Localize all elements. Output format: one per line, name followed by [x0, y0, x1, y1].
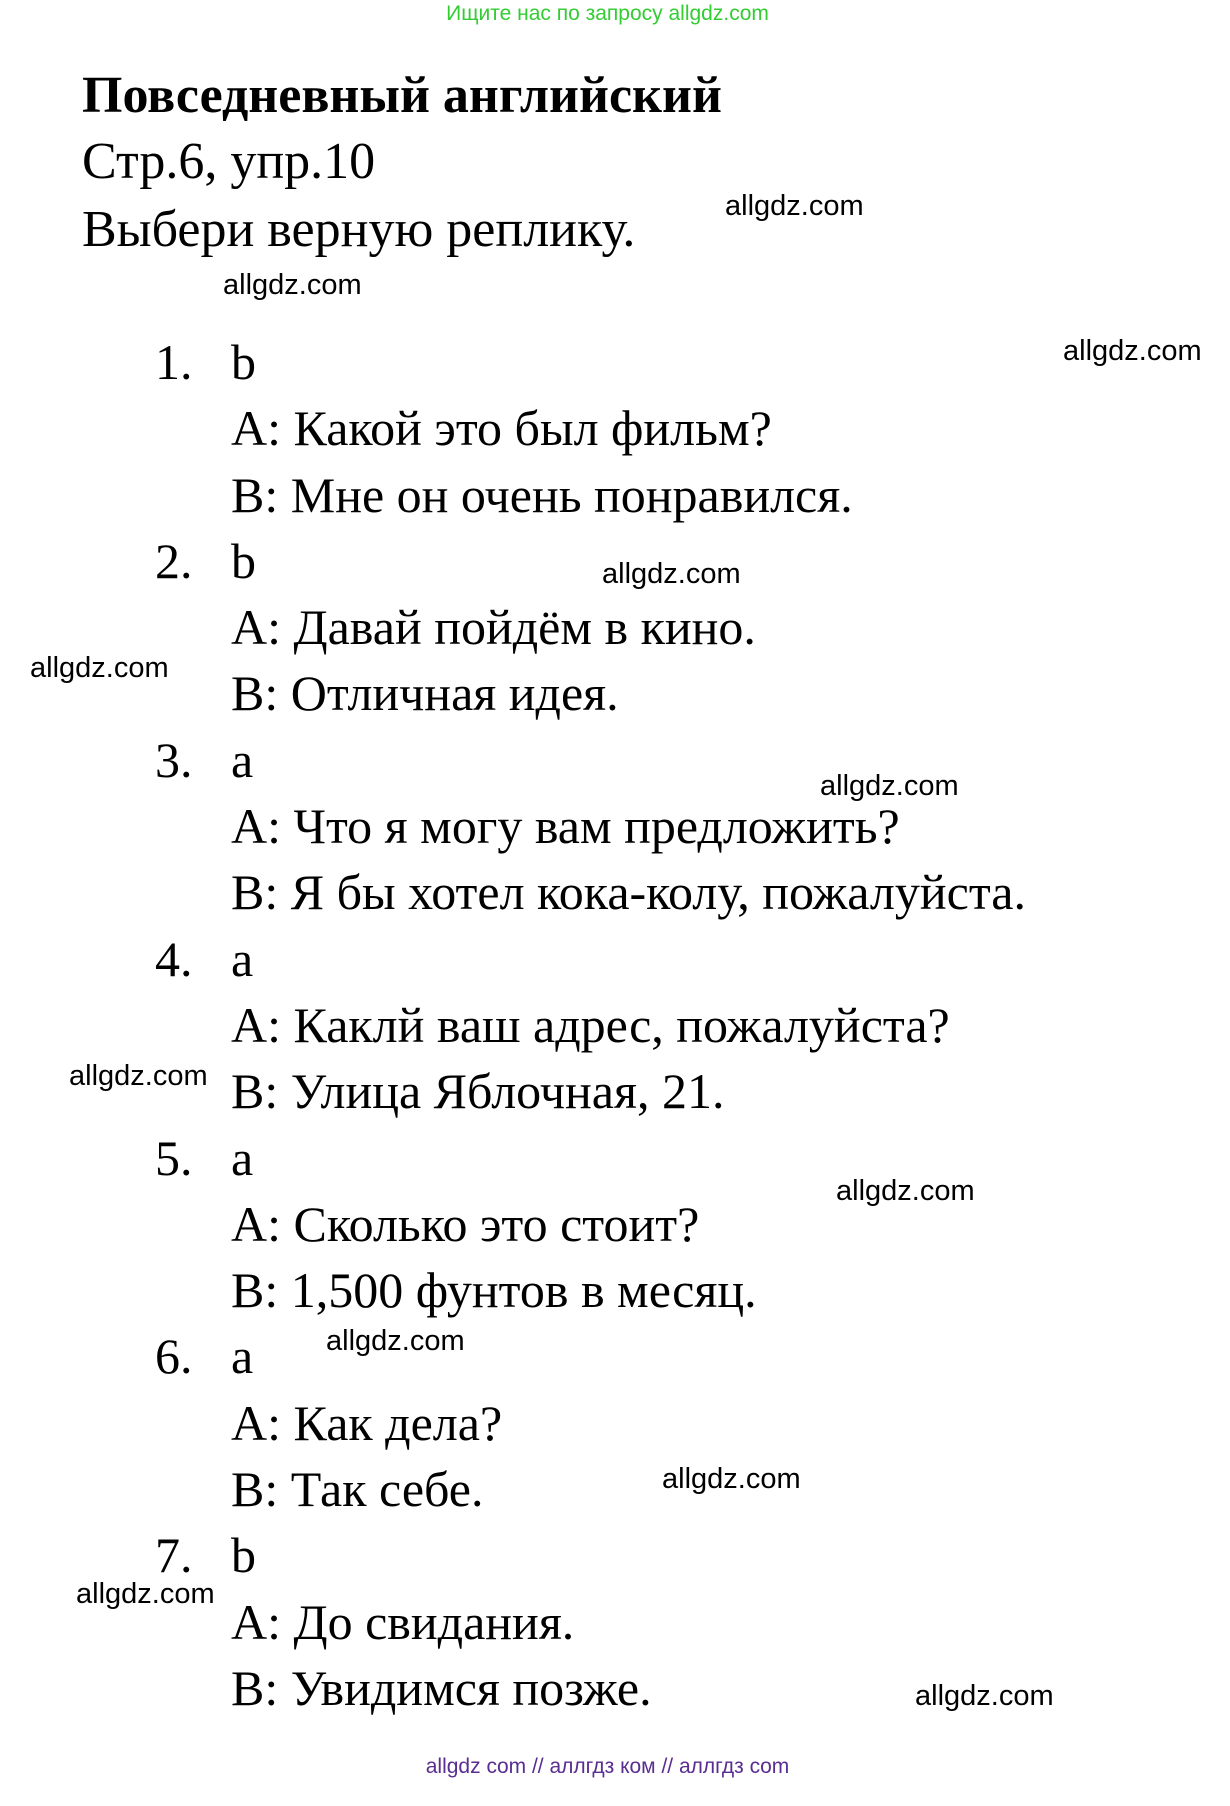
dialogue-text: A: Сколько это стоит?: [231, 1195, 700, 1252]
dialogue-line-b: [0, 1257, 1230, 1323]
item-answer: a: [231, 1328, 254, 1385]
watermark: allgdz.com: [223, 269, 362, 301]
item-answer: b: [231, 1527, 256, 1584]
item-answer: a: [231, 731, 254, 788]
dialogue-text: B: 1,500 фунтов в месяц.: [231, 1262, 757, 1319]
item-number: 5.: [155, 1129, 193, 1186]
watermark: allgdz.com: [662, 1463, 801, 1495]
dialogue-text: A: До свидания.: [231, 1593, 575, 1650]
item-answer: b: [231, 532, 256, 589]
item-header: [0, 926, 1230, 992]
answer-list: [0, 329, 1230, 1721]
dialogue-line-a: [0, 594, 1230, 660]
page-reference: Стр.6, упр.10: [82, 133, 376, 190]
watermark: allgdz.com: [69, 1060, 208, 1092]
watermark: allgdz.com: [915, 1680, 1054, 1712]
dialogue-line-a: [0, 1191, 1230, 1257]
item-number: 3.: [155, 731, 193, 788]
item-number: 1.: [155, 334, 193, 390]
dialogue-line-b: [0, 1456, 1230, 1522]
watermark: allgdz.com: [30, 652, 169, 684]
dialogue-line-b: [0, 660, 1230, 726]
dialogue-line-b: [0, 462, 1230, 528]
dialogue-text: B: Так себе.: [231, 1461, 484, 1518]
item-header: [0, 1323, 1230, 1389]
dialogue-line-b: [0, 859, 1230, 925]
dialogue-line-a: [0, 992, 1230, 1058]
dialogue-text: A: Какой это был фильм?: [231, 400, 772, 457]
footer-links[interactable]: allgdz com // аллгдз ком // аллгдз com: [425, 1755, 790, 1778]
watermark: allgdz.com: [326, 1325, 465, 1357]
item-number: 6.: [155, 1328, 193, 1385]
dialogue-text: B: Отличная идея.: [231, 665, 619, 722]
dialogue-text: B: Я бы хотел кока-колу, пожалуйста.: [231, 864, 1026, 921]
dialogue-text: A: Давай пойдём в кино.: [231, 599, 756, 656]
page-title: Повседневный английский: [82, 67, 722, 124]
watermark: allgdz.com: [820, 770, 959, 802]
item-number: 4.: [155, 930, 193, 987]
exercise-instruction: Выбери верную реплику.: [82, 201, 636, 258]
header-search-link[interactable]: Ищите нас по запросу allgdz.com: [446, 2, 769, 25]
dialogue-text: A: Как дела?: [231, 1394, 503, 1451]
watermark: allgdz.com: [602, 558, 741, 590]
dialogue-text: B: Улица Яблочная, 21.: [231, 1063, 725, 1120]
item-header: [0, 329, 1230, 395]
dialogue-text: B: Мне он очень понравился.: [231, 466, 853, 523]
item-number: 7.: [155, 1527, 193, 1584]
dialogue-line-a: [0, 1390, 1230, 1456]
dialogue-text: B: Увидимся позже.: [231, 1659, 652, 1716]
dialogue-line-a: [0, 793, 1230, 859]
watermark: allgdz.com: [1063, 335, 1202, 367]
dialogue-line-a: [0, 395, 1230, 461]
item-answer: b: [231, 334, 256, 390]
item-number: 2.: [155, 532, 193, 589]
item-answer: a: [231, 1129, 254, 1186]
item-answer: a: [231, 930, 254, 987]
dialogue-text: A: Каклй ваш адрес, пожалуйста?: [231, 996, 950, 1053]
item-header: [0, 727, 1230, 793]
watermark: allgdz.com: [76, 1578, 215, 1610]
watermark: allgdz.com: [725, 190, 864, 222]
dialogue-text: A: Что я могу вам предложить?: [231, 798, 900, 855]
watermark: allgdz.com: [836, 1175, 975, 1207]
item-header: [0, 1125, 1230, 1191]
